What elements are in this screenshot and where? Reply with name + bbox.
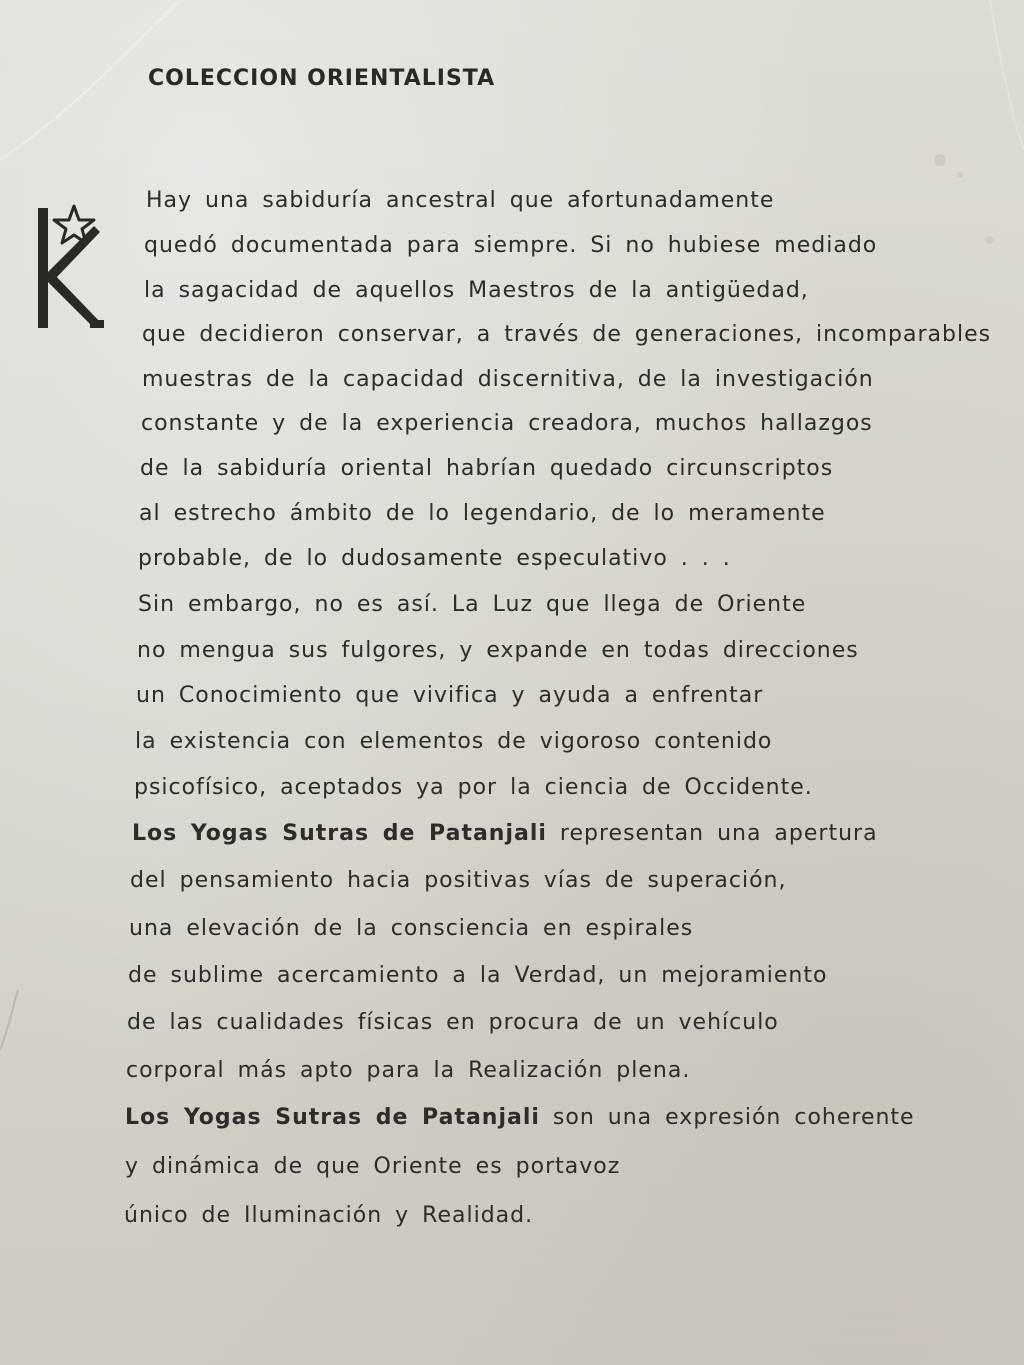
line-text: la existencia con elementos de vigoroso contenido: [135, 729, 773, 754]
line-text: constante y de la experiencia creadora, muchos hallazgos: [141, 411, 873, 436]
text-line: [132, 821, 878, 846]
line-text: un Conocimiento que vivifica y ayuda a enfrentar: [136, 683, 764, 708]
series-title: COLECCION ORIENTALISTA: [148, 66, 496, 91]
text-line: [142, 367, 874, 392]
line-text: y dinámica de que Oriente es portavoz: [125, 1154, 621, 1179]
text-line: [142, 322, 991, 347]
text-line: [139, 501, 826, 526]
line-text: muestras de la capacidad discernitiva, de la investigación: [142, 367, 874, 392]
line-text: Sin embargo, no es así. La Luz que llega de Oriente: [138, 592, 807, 617]
text-line: [144, 233, 877, 258]
text-line: [134, 775, 813, 800]
line-text: de sublime acercamiento a la Verdad, un mejoramiento: [128, 963, 828, 988]
line-text: único de Iluminación y Realidad.: [124, 1203, 534, 1228]
text-line: [141, 411, 873, 436]
line-text: psicofísico, aceptados ya por la ciencia de Occidente.: [134, 775, 813, 800]
line-text: son una expresión coherente: [539, 1105, 915, 1130]
line-text: de la sabiduría oriental habrían quedado circunscriptos: [140, 456, 834, 481]
line-text: quedó documentada para siempre. Si no hubiese mediado: [144, 233, 878, 258]
line-text: al estrecho ámbito de lo legendario, de lo meramente: [139, 501, 826, 526]
k-star-logo-icon: [34, 200, 106, 332]
line-text: no mengua sus fulgores, y expande en todas direcciones: [137, 638, 859, 663]
text-line: [124, 1203, 533, 1228]
text-line: [137, 638, 859, 663]
text-line: [135, 729, 772, 754]
line-text: representan una apertura: [546, 821, 878, 846]
line-text: que decidieron conservar, a través de generaciones, incomparables: [142, 322, 992, 347]
text-line: [144, 278, 809, 303]
text-line: [140, 456, 833, 481]
text-line: [138, 546, 731, 571]
text-line: [130, 868, 787, 893]
text-line: [138, 592, 806, 617]
book-title-emphasis: Los Yogas Sutras de Patanjali: [125, 1105, 540, 1130]
text-line: [125, 1105, 915, 1130]
text-line: [127, 1010, 779, 1035]
line-text: de las cualidades físicas en procura de un vehículo: [127, 1010, 779, 1035]
line-text: corporal más apto para la Realización plena.: [126, 1058, 691, 1083]
line-text: del pensamiento hacia positivas vías de superación,: [130, 868, 787, 893]
line-text: la sagacidad de aquellos Maestros de la antigüedad,: [144, 278, 809, 303]
line-text: Hay una sabiduría ancestral que afortunadamente: [146, 188, 775, 213]
text-line: [126, 1058, 690, 1083]
line-text: una elevación de la consciencia en espirales: [129, 916, 694, 941]
text-line: [136, 683, 763, 708]
text-line: [129, 916, 693, 941]
text-line: [125, 1154, 620, 1179]
line-text: probable, de lo dudosamente especulativo . . .: [138, 546, 731, 571]
text-line: [146, 188, 774, 213]
book-title-emphasis: Los Yogas Sutras de Patanjali: [132, 821, 547, 846]
text-line: [128, 963, 827, 988]
